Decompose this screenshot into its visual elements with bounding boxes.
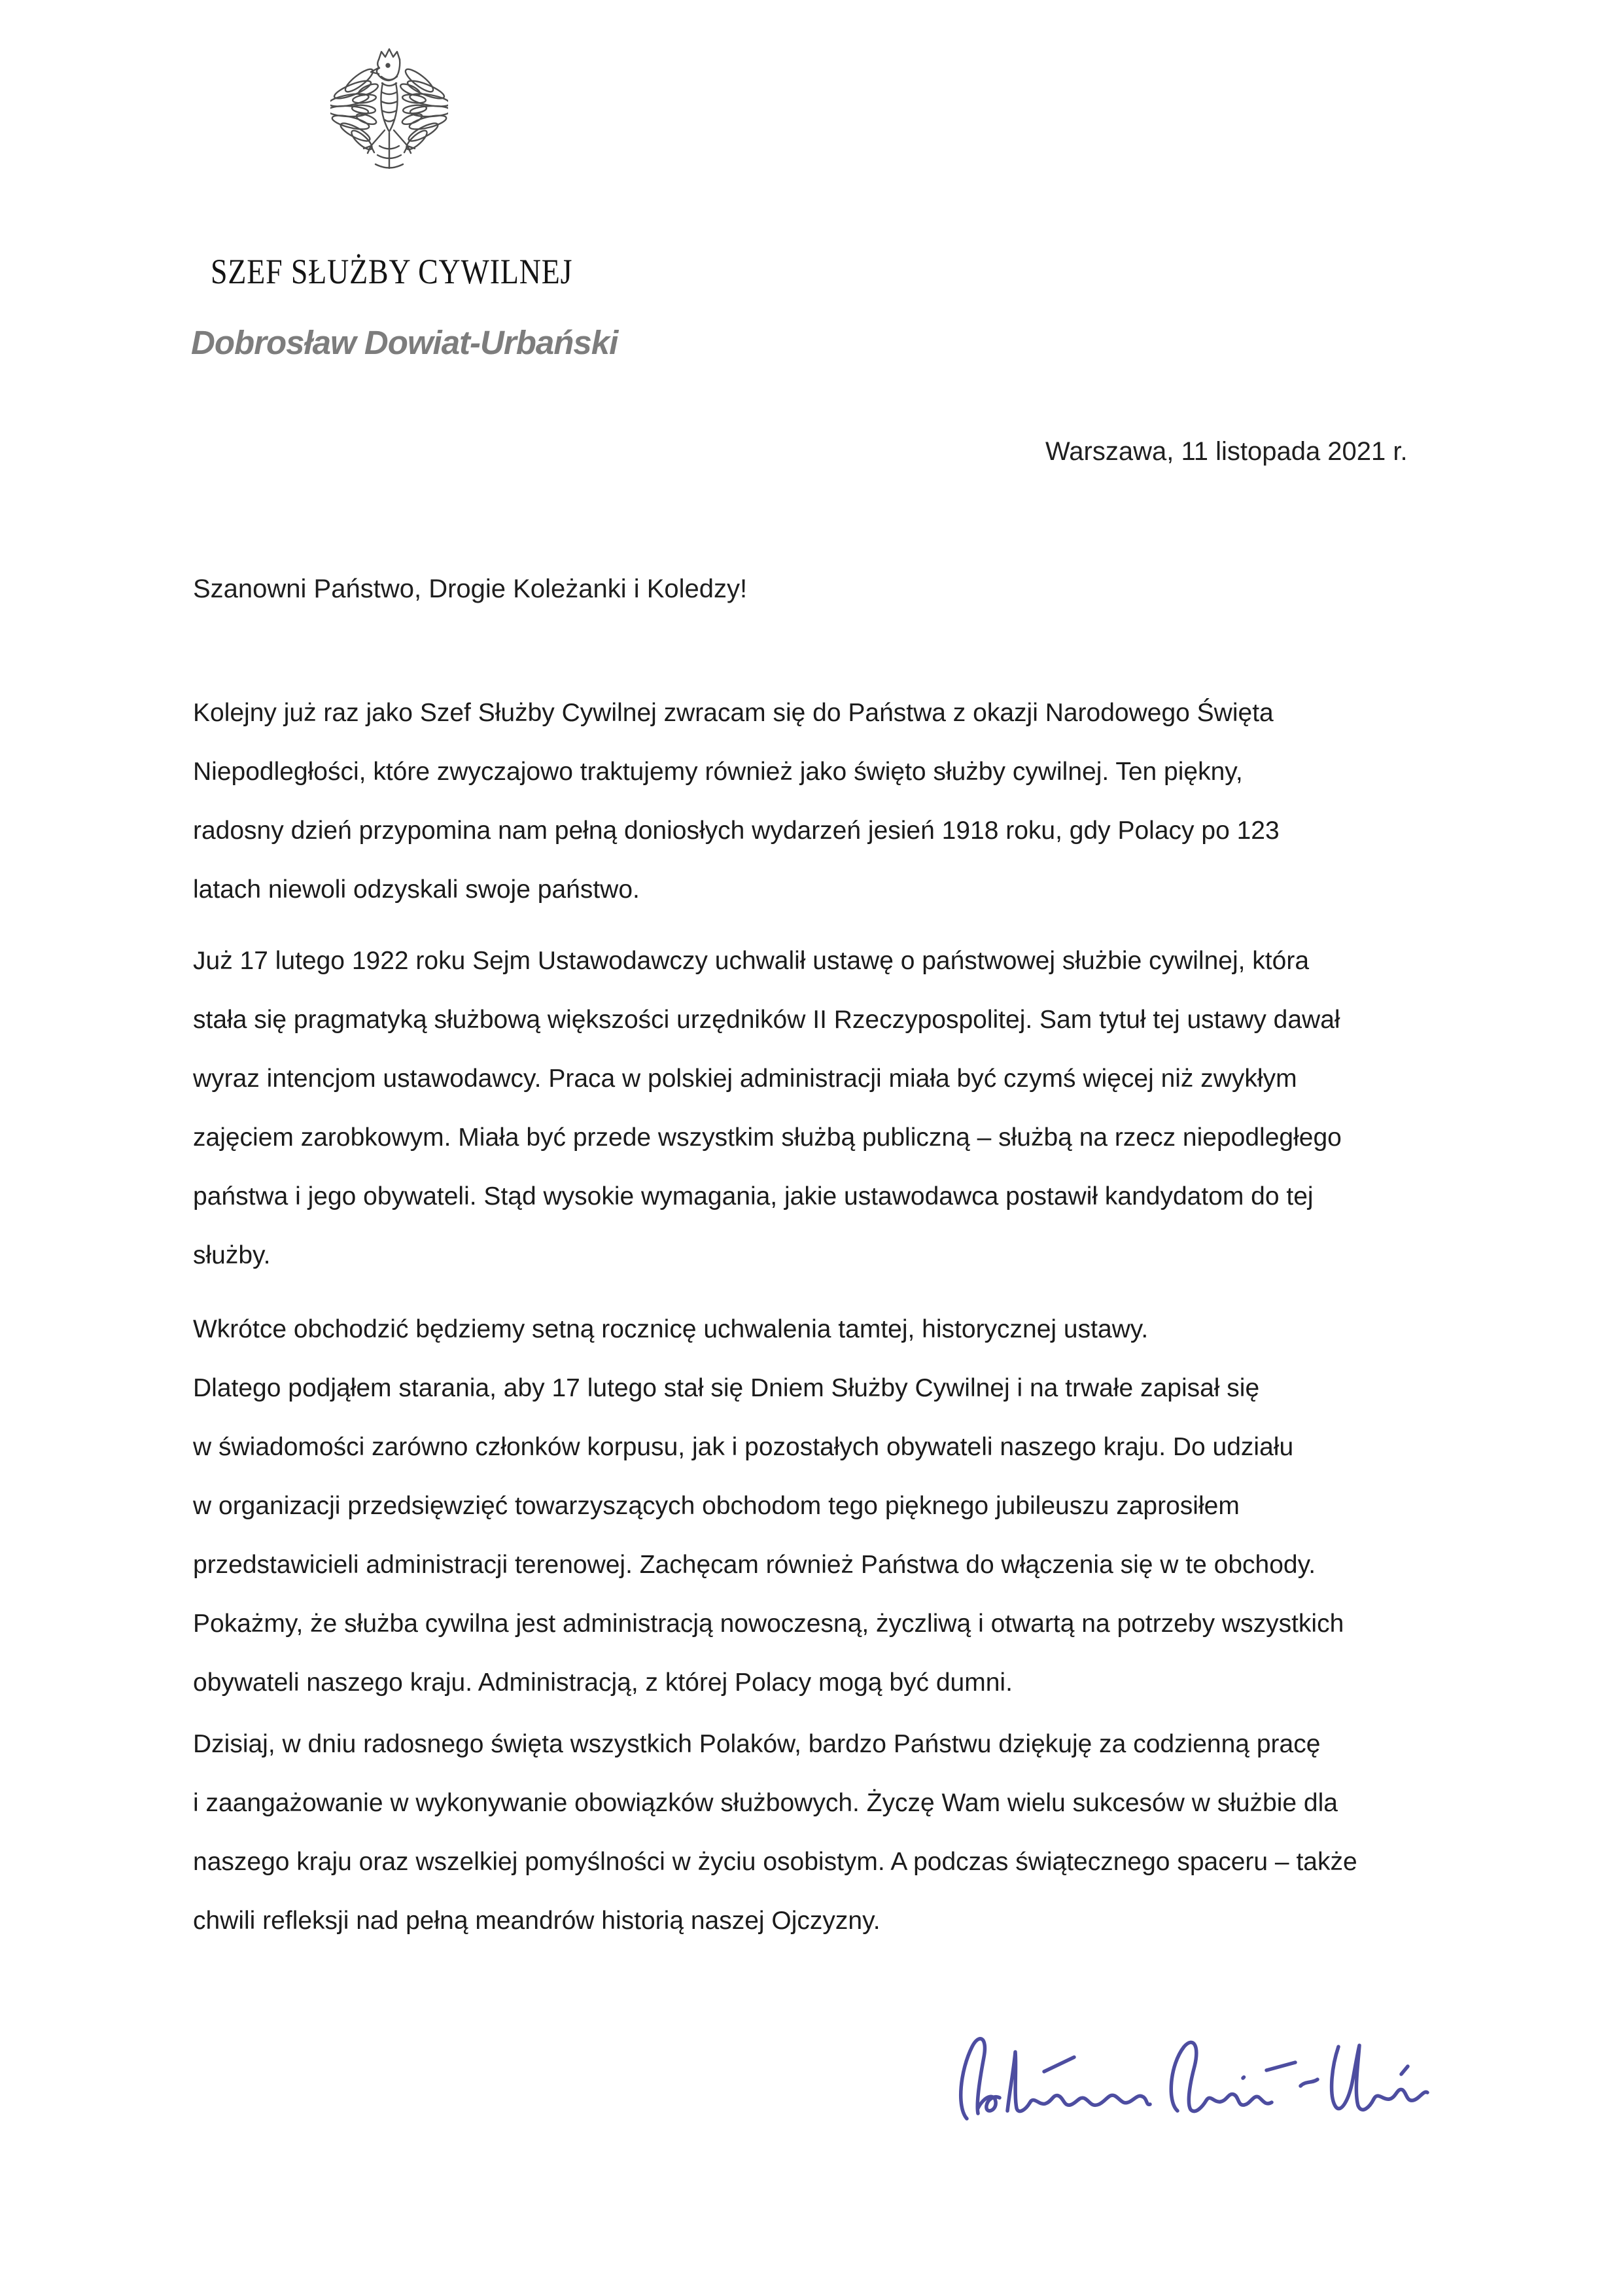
paragraph-1-line: latach niewoli odzyskali swoje państwo.: [193, 875, 640, 904]
paragraph-3-line: w organizacji przedsięwzięć towarzyszących obchodom tego pięknego jubileuszu zaprosiłem: [193, 1492, 1240, 1520]
paragraph-1: [193, 684, 1501, 919]
eagle-line-art: [330, 49, 448, 168]
paragraph-1-line: Niepodległości, które zwyczajowo traktujemy również jako święto służby cywilnej. Ten piękny,: [193, 758, 1243, 786]
paragraph-2-line: służby.: [193, 1241, 271, 1269]
paragraph-1-line: radosny dzień przypomina nam pełną doniosłych wydarzeń jesień 1918 roku, gdy Polacy po 123: [193, 817, 1280, 845]
paragraph-3-line: obywateli naszego kraju. Administracją, z której Polacy mogą być dumni.: [193, 1669, 1013, 1697]
paragraph-4-line: Dzisiaj, w dniu radosnego święta wszystkich Polaków, bardzo Państwu dziękuję za codzienną pracę: [193, 1730, 1321, 1758]
paragraph-2-line: wyraz intencjom ustawodawcy. Praca w polskiej administracji miała być czymś więcej niż zwykłym: [193, 1065, 1297, 1093]
paragraph-2-line: stała się pragmatyką służbową większości urzędników II Rzeczypospolitej. Sam tytuł tej ustawy dawał: [193, 1006, 1340, 1034]
paragraph-1-line: Kolejny już raz jako Szef Służby Cywilnej zwracam się do Państwa z okazji Narodowego Święta: [193, 699, 1274, 727]
paragraph-3-line: Wkrótce obchodzić będziemy setną rocznicę uchwalenia tamtej, historycznej ustawy.: [193, 1315, 1149, 1343]
dateline: Warszawa, 11 listopada 2021 r.: [1045, 437, 1408, 466]
paragraph-3: [193, 1300, 1501, 1712]
salutation: Szanowni Państwo, Drogie Koleżanki i Koledzy!: [193, 574, 748, 603]
paragraph-2-line: państwa i jego obywateli. Stąd wysokie wymagania, jakie ustawodawca postawił kandydatom do tej: [193, 1182, 1314, 1210]
paragraph-2-line: zajęciem zarobkowym. Miała być przede wszystkim służbą publiczną – służbą na rzecz niepodległego: [193, 1123, 1342, 1152]
handwritten-signature-icon: [947, 2010, 1431, 2147]
paragraph-4-line: chwili refleksji nad pełną meandrów historią naszej Ojczyzny.: [193, 1907, 881, 1935]
signature-ink-strokes: [961, 2039, 1427, 2119]
paragraph-2-line: Już 17 lutego 1922 roku Sejm Ustawodawczy uchwalił ustawę o państwowej służbie cywilnej, która: [193, 947, 1310, 975]
paragraph-4-line: naszego kraju oraz wszelkiej pomyślności w życiu osobistym. A podczas świątecznego spaceru – także: [193, 1848, 1357, 1876]
paragraph-4-line: i zaangażowanie w wykonywanie obowiązków służbowych. Życzę Wam wielu sukcesów w służbie dla: [193, 1789, 1338, 1817]
paragraph-3-line: w świadomości zarówno członków korpusu, jak i pozostałych obywateli naszego kraju. Do udziału: [193, 1433, 1294, 1461]
paragraph-3-line: Dlatego podjąłem starania, aby 17 lutego stał się Dniem Służby Cywilnej i na trwałe zapisał się: [193, 1374, 1260, 1402]
paragraph-3-line: przedstawicieli administracji terenowej. Zachęcam również Państwa do włączenia się w te obchody.: [193, 1551, 1316, 1579]
paragraph-2: [193, 932, 1501, 1285]
paragraph-4: [193, 1715, 1501, 1951]
polish-eagle-emblem-icon: [330, 46, 448, 185]
letterhead-title: SZEF SŁUŻBY CYWILNEJ: [211, 252, 573, 291]
letterhead-official-name: Dobrosław Dowiat-Urbański: [191, 324, 618, 361]
paragraph-3-line: Pokażmy, że służba cywilna jest administracją nowoczesną, życzliwą i otwartą na potrzeby wszystkich: [193, 1610, 1344, 1638]
